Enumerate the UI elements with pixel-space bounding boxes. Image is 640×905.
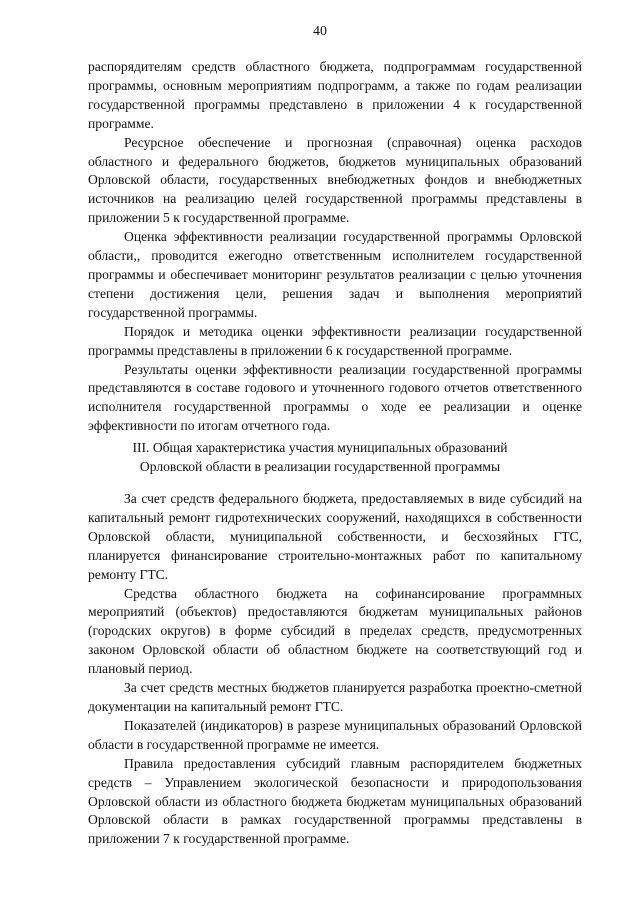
paragraph: Средства областного бюджета на софинансирование программных мероприятий (объектов) предоставляются бюджетам муниципальных районов (городских округов) в форме субсидий в пределах средств, предусмотренных законом Орловской области об областном бюджете на соответствующий год и плановый период. xyxy=(88,585,582,677)
document-body-bottom xyxy=(88,490,582,849)
section-heading-line: Орловской области в реализации государственной программы xyxy=(139,459,501,474)
section-heading-line: III. Общая характеристика участия муниципальных образований xyxy=(132,440,508,455)
paragraph: Ресурсное обеспечение и прогнозная (справочная) оценка расходов областного и федерального бюджетов, бюджетов муниципальных образований Орловской области, государственных внебюджетных фондов и внебюджетных источников на реализацию целей государственной программы представлены в приложении 5 к государственной программе. xyxy=(88,134,582,226)
paragraph: Оценка эффективности реализации государственной программы Орловской области,, проводится ежегодно ответственным исполнителем государственной программы и обеспечивает мониторинг результатов реализации с целью уточнения степени достижения цели, решения задач и выполнения мероприятий государственной программы. xyxy=(88,229,582,320)
paragraph: Показателей (индикаторов) в разрезе муниципальных образований Орловской области в государственной программе не имеется. xyxy=(88,717,582,752)
document-body-top xyxy=(88,58,582,436)
paragraph: За счет средств федерального бюджета, предоставляемых в виде субсидий на капитальный ремонт гидротехнических сооружений, находящихся в собственности Орловской области, муниципальной собственности, и бесхозяйных ГТС, планируется финансирование строительно-монтажных работ по капитальному ремонту ГТС. xyxy=(88,491,582,582)
section-heading xyxy=(60,438,580,476)
paragraph: Порядок и методика оценки эффективности реализации государственной программы представлены в приложении 6 к государственной программе. xyxy=(88,323,582,358)
paragraph: Правила предоставления субсидий главным распорядителем бюджетных средств – Управлением экологической безопасности и природопользования Орловской области из областного бюджета бюджетам муниципальных образований Орловской области в рамках государственной программы представлены в приложении 7 к государственной программе. xyxy=(88,755,582,847)
paragraph: Результаты оценки эффективности реализации государственной программы представляются в составе годового и уточненного годового отчетов ответственного исполнителя государственной программы о ходе ее реализации и оценке эффективности по итогам отчетного года. xyxy=(88,361,582,434)
page-number: 40 xyxy=(313,24,327,39)
paragraph: За счет средств местных бюджетов планируется разработка проектно-сметной документации на капитальный ремонт ГТС. xyxy=(88,680,582,714)
paragraph: распорядителям средств областного бюджета, подпрограммам государственной программы, основным мероприятиям подпрограмм, а также по годам реализации государственной программы представлено в приложении 4 к государственной программе. xyxy=(88,59,582,131)
